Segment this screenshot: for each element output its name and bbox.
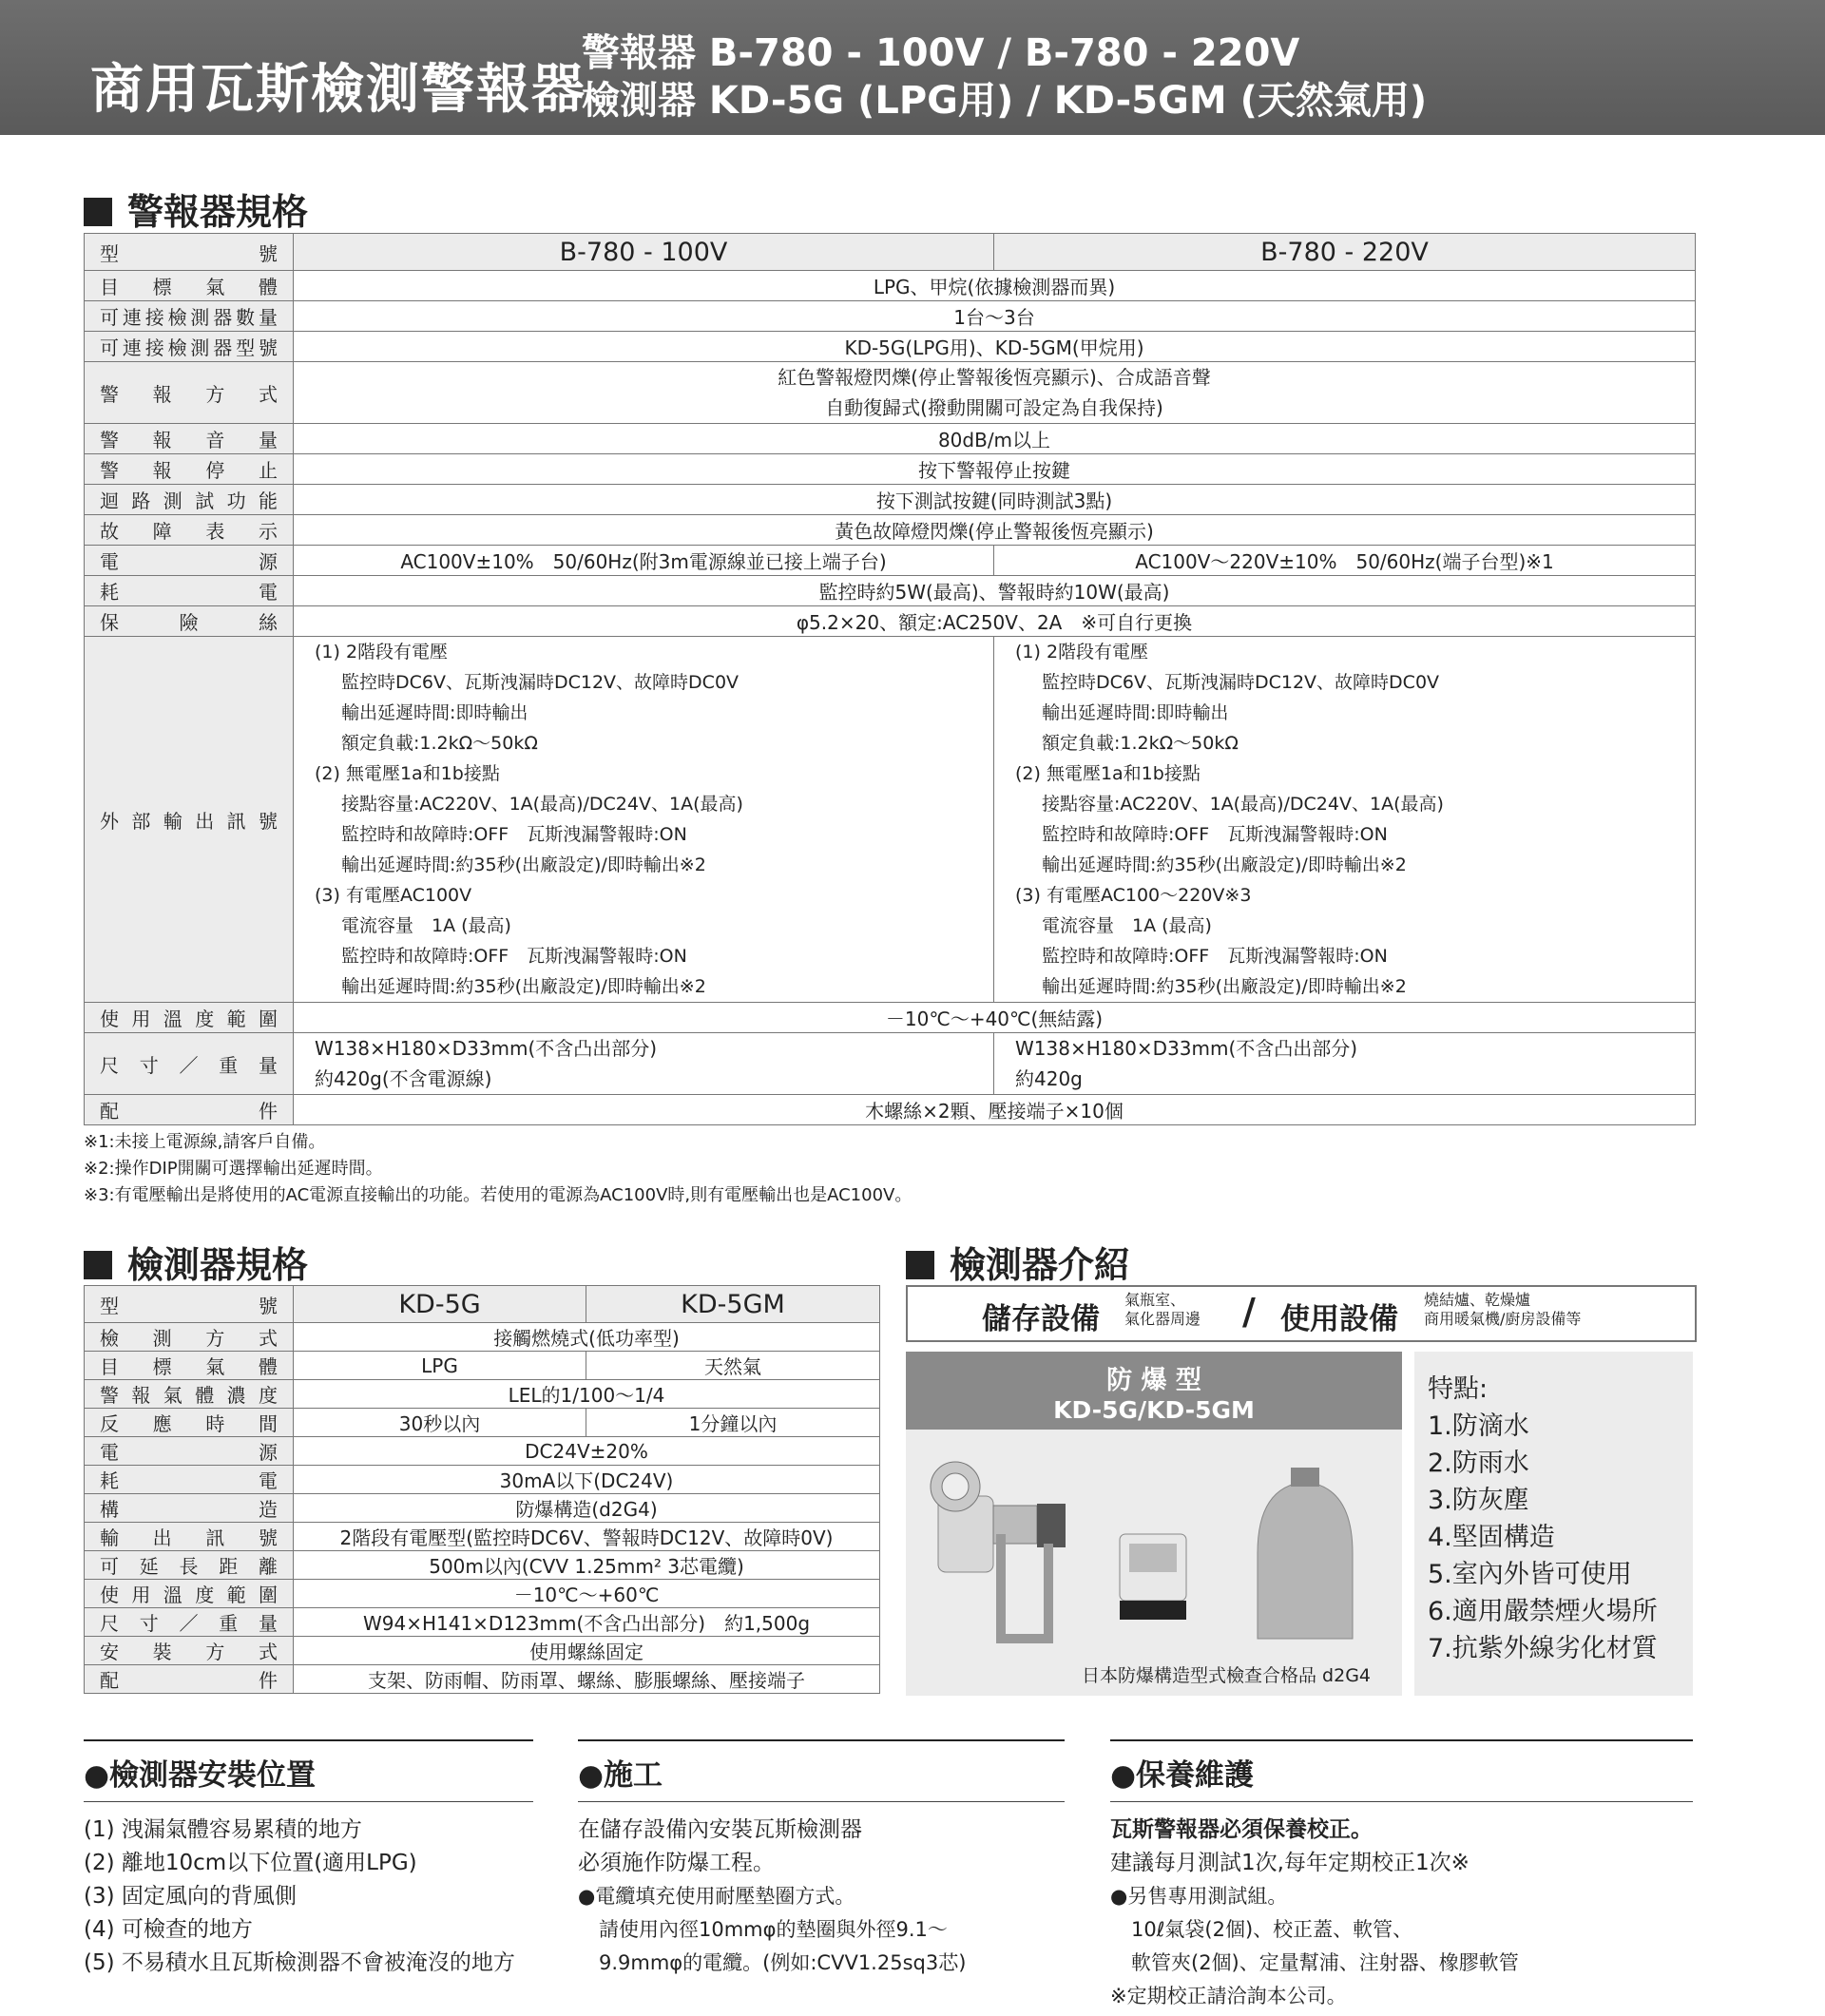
row-label: 可連接檢測器數量 [85,301,294,332]
table-row [85,546,1696,576]
table-row [85,362,1696,424]
row-value: 黃色故障燈閃爍(停止警報後恆亮顯示) [294,515,1696,546]
size-100v: W138×H180×D33mm(不含凸出部分) 約420g(不含電源線) [294,1033,994,1095]
row-value: 30秒以內 [294,1409,586,1437]
row-label: 電源 [85,546,294,576]
output-220v: (1) 2階段有電壓 監控時DC6V、瓦斯洩漏時DC12V、故障時DC0V 輸出延遲時間:即時輸出 額定負載:1.2kΩ～50kΩ (2) 無電壓1a和1b接點 接點容量:AC220V、1A(最高)/DC24V、1A(最高) 監控時和故障時:OFF 瓦斯洩漏警報時:ON 輸出延遲時間:約35秒(出廠設定)/即時輸出※2 (3) 有電壓AC100～220V※3 電流容量 1A (最高) 監控時和故障時:OFF 瓦斯洩漏警報時:ON 輸出延遲時間:約35秒(出廠設定)/即時輸出※2 [994,637,1696,1003]
row-label: 可連接檢測器型號 [85,332,294,362]
construction-title: ●施工 [578,1739,1065,1802]
row-label: 使用溫度範圍 [85,1003,294,1033]
row-value: 按下警報停止按鍵 [294,454,1696,485]
product-photo-panel [906,1352,1402,1696]
row-value: 2階段有電壓型(監控時DC6V、警報時DC12V、故障時0V) [294,1523,880,1551]
list-item: (3) 固定風向的背風側 [84,1884,297,1909]
row-label: 型 號 [85,234,294,271]
table-row [85,1523,880,1551]
alarm-model-line: 警報器 B-780 - 100V / B-780 - 220V [582,31,1300,75]
row-value: 木螺絲×2顆、壓接端子×10個 [294,1095,1696,1125]
row-label: 保險絲 [85,606,294,637]
install-section [84,1739,533,1980]
table-row [85,1580,880,1608]
table-row [85,576,1696,606]
row-value: －10℃～+40℃(無結露) [294,1003,1696,1033]
table-row [85,1352,880,1380]
row-label: 配件 [85,1665,294,1694]
alarm-spec-table [84,233,1696,1125]
table-row [85,1665,880,1694]
text-line: ●另售專用測試組。 [1110,1885,1288,1908]
row-label: 警報方式 [85,362,294,424]
row-label: 警報音量 [85,424,294,454]
table-row [85,454,1696,485]
usage-label: 使用設備 [1280,1302,1398,1336]
maintenance-section [1110,1739,1693,2013]
feature-item: 3.防灰塵 [1428,1486,1529,1515]
table-row [85,1409,880,1437]
row-label: 可延長距離 [85,1551,294,1580]
row-value: 防爆構造(d2G4) [294,1494,880,1523]
row-value: φ5.2×20、額定:AC250V、2A ※可自行更換 [294,606,1696,637]
row-label: 型 號 [85,1286,294,1323]
table-row [85,1033,1696,1095]
explosion-proof-band: 防 爆 型 KD-5G/KD-5GM [906,1352,1402,1430]
table-row [85,1608,880,1637]
model-kd5g: KD-5G [294,1286,586,1323]
text-line: 10ℓ氣袋(2個)、校正蓋、軟管、 [1131,1918,1413,1941]
row-label: 反應時間 [85,1409,294,1437]
table-row [85,1323,880,1352]
row-label: 外部輸出訊號 [85,637,294,1003]
table-row [85,332,1696,362]
list-item: (2) 離地10cm以下位置(適用LPG) [84,1851,417,1875]
power-220v: AC100V～220V±10% 50/60Hz(端子台型)※1 [994,546,1696,576]
footnote: ※2:操作DIP開關可選擇輸出延遲時間。 [84,1159,383,1179]
row-label: 耗電 [85,576,294,606]
row-value: 1台～3台 [294,301,1696,332]
row-value: 1分鐘以內 [586,1409,880,1437]
table-row [85,637,1696,1003]
list-item: (5) 不易積水且瓦斯檢測器不會被淹沒的地方 [84,1950,515,1975]
row-value: 天然氣 [586,1352,880,1380]
row-label: 尺寸／重量 [85,1608,294,1637]
row-label: 迴路測試功能 [85,485,294,515]
row-label: 警報氣體濃度 [85,1380,294,1409]
row-label: 目標氣體 [85,1352,294,1380]
size-220v: W138×H180×D33mm(不含凸出部分) 約420g [994,1033,1696,1095]
footnote: ※3:有電壓輸出是將使用的AC電源直接輸出的功能。若使用的電源為AC100V時,則有電壓輸出也是AC100V。 [84,1185,912,1205]
text-line: 必須施作防爆工程。 [578,1851,775,1875]
row-label: 故障表示 [85,515,294,546]
list-item: (1) 洩漏氣體容易累積的地方 [84,1817,362,1842]
row-value: 使用螺絲固定 [294,1637,880,1665]
row-label: 輸出訊號 [85,1523,294,1551]
power-100v: AC100V±10% 50/60Hz(附3m電源線並已接上端子台) [294,546,994,576]
feature-item: 4.堅固構造 [1428,1523,1555,1552]
row-value: 500m以內(CVV 1.25mm² 3芯電纜) [294,1551,880,1580]
footnote: ※1:未接上電源線,請客戶自備。 [84,1132,326,1152]
usage-sub: 燒結爐、乾燥爐 商用暖氣機/廚房設備等 [1424,1291,1582,1328]
detector-spec-heading: 檢測器規格 [84,1236,308,1288]
row-value: 80dB/m以上 [294,424,1696,454]
row-value: LPG [294,1352,586,1380]
model-kd5gm: KD-5GM [586,1286,880,1323]
feature-item: 7.抗紫外線劣化材質 [1428,1634,1658,1663]
model-100v: B-780 - 100V [294,234,994,271]
row-value: 紅色警報燈閃爍(停止警報後恆亮顯示)、合成語音聲 自動復歸式(撥動開關可設定為自我保持) [294,362,1696,424]
main-title: 商用瓦斯檢測警報器 [90,59,586,121]
text-line: 軟管夾(2個)、定量幫浦、注射器、橡膠軟管 [1131,1951,1519,1974]
table-row [85,1095,1696,1125]
table-row [85,515,1696,546]
table-row [85,606,1696,637]
text-line: 請使用內徑10mmφ的墊圈與外徑9.1～ [599,1918,948,1941]
divider-slash: / [1242,1291,1256,1333]
text-line: ※定期校正請洽詢本公司。 [1110,1985,1347,2007]
table-row [85,485,1696,515]
table-row [85,1494,880,1523]
construction-section [578,1739,1065,1980]
table-row [85,1466,880,1494]
row-label: 警報停止 [85,454,294,485]
row-value: LEL的1/100～1/4 [294,1380,880,1409]
model-220v: B-780 - 220V [994,234,1696,271]
table-row [85,301,1696,332]
row-label: 配件 [85,1095,294,1125]
text-line: ●電纜填充使用耐壓墊圈方式。 [578,1885,855,1908]
table-row [85,271,1696,301]
usage-box [906,1285,1697,1342]
install-title: ●檢測器安裝位置 [84,1739,533,1802]
text-line: 瓦斯警報器必須保養校正。 [1110,1817,1373,1842]
table-row [85,424,1696,454]
storage-sub: 氣瓶室、 氣化器周邊 [1124,1291,1201,1328]
table-row [85,1637,880,1665]
row-value: 30mA以下(DC24V) [294,1466,880,1494]
detector-images [906,1430,1402,1696]
row-label: 尺寸／重量 [85,1033,294,1095]
row-value: W94×H141×D123mm(不含凸出部分) 約1,500g [294,1608,880,1637]
feature-item: 6.適用嚴禁煙火場所 [1428,1597,1658,1626]
row-label: 檢測方式 [85,1323,294,1352]
row-value: 監控時約5W(最高)、警報時約10W(最高) [294,576,1696,606]
row-label: 安裝方式 [85,1637,294,1665]
storage-label: 儲存設備 [982,1302,1100,1336]
text-line: 9.9mmφ的電纜。(例如:CVV1.25sq3芯) [599,1951,967,1974]
detector-unit-image [931,1462,1066,1639]
list-item: (4) 可檢查的地方 [84,1917,253,1942]
row-label: 電源 [85,1437,294,1466]
text-line: 在儲存設備內安裝瓦斯檢測器 [578,1817,862,1842]
footnotes [84,1129,912,1209]
table-row [85,1380,880,1409]
output-100v: (1) 2階段有電壓 監控時DC6V、瓦斯洩漏時DC12V、故障時DC0V 輸出延遲時間:即時輸出 額定負載:1.2kΩ～50kΩ (2) 無電壓1a和1b接點 接點容量:AC220V、1A(最高)/DC24V、1A(最高) 監控時和故障時:OFF 瓦斯洩漏警報時:ON 輸出延遲時間:約35秒(出廠設定)/即時輸出※2 (3) 有電壓AC100V 電流容量 1A (最高) 監控時和故障時:OFF 瓦斯洩漏警報時:ON 輸出延遲時間:約35秒(出廠設定)/即時輸出※2 [294,637,994,1003]
maintenance-title: ●保養維護 [1110,1739,1693,1802]
row-value: 按下測試按鍵(同時測試3點) [294,485,1696,515]
row-value: 接觸燃燒式(低功率型) [294,1323,880,1352]
table-row [85,1286,880,1323]
table-row [85,1003,1696,1033]
row-label: 目標氣體 [85,271,294,301]
intro-heading: 檢測器介紹 [906,1236,1130,1288]
table-row [85,234,1696,271]
alarm-spec-heading: 警報器規格 [84,182,308,235]
row-label: 使用溫度範圍 [85,1580,294,1608]
feature-item: 1.防滴水 [1428,1411,1529,1441]
feature-item: 2.防雨水 [1428,1449,1529,1478]
row-value: －10℃～+60℃ [294,1580,880,1608]
table-row [85,1437,880,1466]
detector-model-line: 檢測器 KD-5G (LPG用) / KD-5GM (天然氣用) [582,79,1428,123]
rain-cover-image [1258,1468,1353,1639]
row-value: 支架、防雨帽、防雨罩、螺絲、膨脹螺絲、壓接端子 [294,1665,880,1694]
certification-caption: 日本防爆構造型式檢查合格品 d2G4 [1082,1665,1372,1686]
table-row [85,1551,880,1580]
text-line: 建議每月測試1次,每年定期校正1次※ [1110,1851,1470,1875]
row-label: 耗電 [85,1466,294,1494]
detector-spec-table [84,1285,880,1694]
row-label: 構造 [85,1494,294,1523]
row-value: LPG、甲烷(依據檢測器而異) [294,271,1696,301]
row-value: KD-5G(LPG用)、KD-5GM(甲烷用) [294,332,1696,362]
header-banner [0,0,1825,135]
features-panel [1414,1352,1693,1696]
cap-image [1120,1534,1186,1620]
features-title: 特點: [1428,1374,1489,1404]
feature-item: 5.室內外皆可使用 [1428,1560,1632,1589]
row-value: DC24V±20% [294,1437,880,1466]
